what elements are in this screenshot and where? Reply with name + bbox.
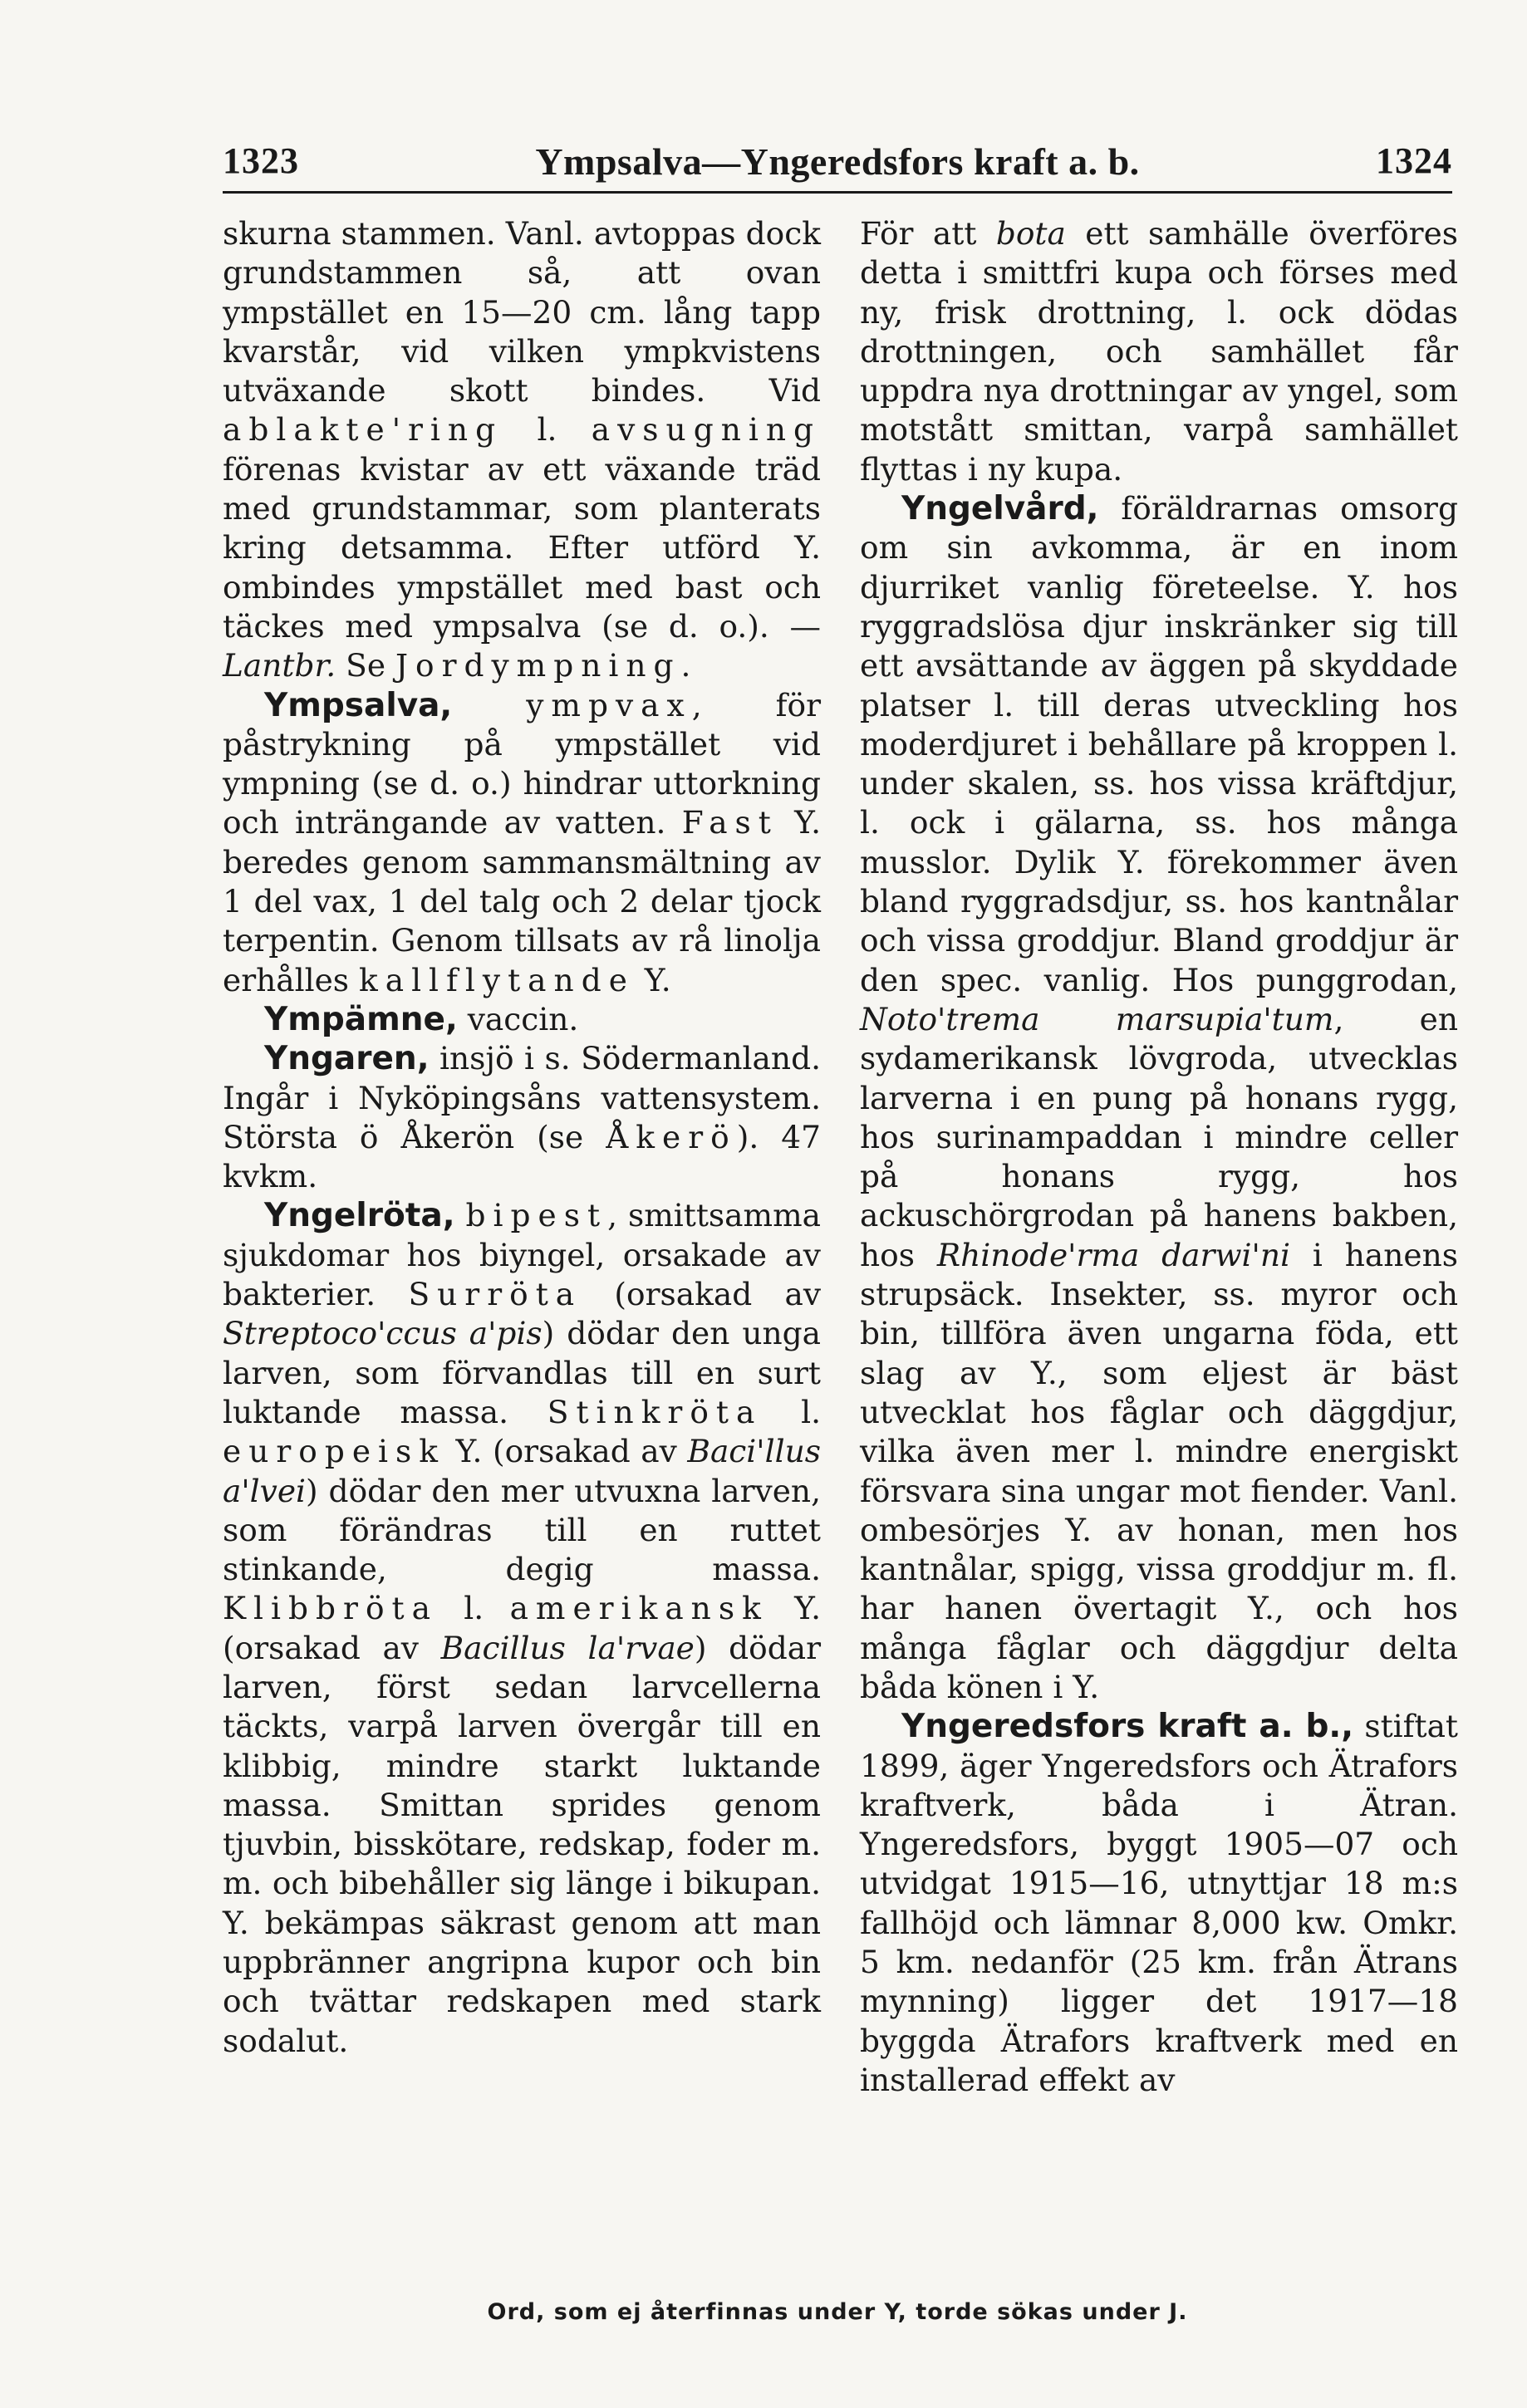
text: i hanens strupsäck. Insekter, ss. myror och bin, tillföra även ungarna föda, ett slag av Y., som eljest är bäst utvecklat hos fåglar och däggdjur, vilka även mer l. mindre energiskt försvara sina ungar mot fiender. Vanl. ombesörjes Y. av honan, men hos kantnålar, spigg, vissa groddjur m. fl. har hanen övertagit Y., och hos många fåglar och däggdjur delta båda könen i Y.: [860, 1236, 1458, 1705]
text: föräldrarnas omsorg om sin avkomma, är en inom djurriket vanlig företeelse. Y. hos ryggradslösa djur inskränker sig till ett avsättande av äggen på skyddade platser l. till deras utveckling hos moderdjuret i behållare på kroppen l. under skalen, ss. hos vissa kräftdjur, l. ock i gälarna, ss. hos många musslor. Dylik Y. förekommer även bland ryggradsdjur, ss. hos kantnålar och vissa groddjur. Bland groddjur är den spec. vanlig. Hos punggrodan,: [860, 490, 1458, 998]
italic-term: bota: [995, 215, 1066, 252]
page-header: [223, 140, 1452, 189]
text: .: [680, 647, 691, 684]
headword: Ympsalva,: [264, 686, 453, 724]
spaced-term: europeisk: [223, 1433, 446, 1470]
spaced-term: avsugning: [591, 411, 821, 449]
right-column: [860, 214, 1458, 2100]
entry-yngelvard: [860, 489, 1458, 1707]
spaced-term: Stinkröta: [547, 1393, 763, 1430]
continued-entry: [860, 214, 1458, 489]
text: För att: [860, 215, 996, 252]
spaced-term: Surröta: [408, 1276, 582, 1313]
text: ) dödar den mer utvuxna larven, som förändras till en ruttet stinkande, degig massa.: [223, 1472, 821, 1588]
headword: Ympämne,: [264, 1000, 458, 1038]
spaced-term: Fast: [681, 804, 778, 841]
entry-yngeredsfors: [860, 1707, 1458, 2100]
italic-term: Bacillus la'rvae: [440, 1629, 695, 1666]
text: förenas kvistar av ett växande träd med grundstammar, som planterats kring detsamma. Efter utförd Y. ombindes ympstället med bast och täckes med ympsalva (se d. o.). —: [223, 450, 821, 645]
left-column: [223, 214, 821, 2061]
headword: Yngaren,: [264, 1040, 430, 1078]
text: l.: [762, 1393, 822, 1430]
text: stiftat 1899, äger Yngeredsfors och Ätrafors kraftverk, båda i Ätran. Yngeredsfors, byggt 1905—07 och utvidgat 1915—16, utnyttjar 18 m:s fallhöjd och lämnar 8,000 kw. Omkr. 5 km. nedanför (25 km. från Ätrans mynning) ligger det 1917—18 byggda Ätrafors kraftverk med en installerad effekt av: [860, 1708, 1459, 2098]
text: [455, 1197, 466, 1233]
text: , för påstrykning på ympstället vid ympning (se d. o.) hindrar uttorkning och inträngande av vatten.: [223, 686, 821, 841]
spaced-term: ympvax: [526, 686, 692, 723]
italic-term: Streptoco'ccus a'pis: [223, 1315, 543, 1352]
header-rule: [223, 191, 1452, 194]
text: , smittsamma sjukdomar hos biyngel, orsakade av bakterier.: [223, 1197, 821, 1313]
headword: Yngelvård,: [901, 490, 1099, 528]
entry-ympamne: [223, 1000, 821, 1039]
page-number-right: 1324: [1376, 140, 1452, 181]
text: Y. (orsakad av: [223, 1590, 821, 1666]
text: Se: [336, 647, 395, 684]
text: ) dödar larven, först sedan larvcellerna täckts, varpå larven övergår till en klibbig, mindre starkt luktande massa. Smittan sprides genom tjuvbin, bisskötare, redskap, foder m. m. och bibehåller sig länge i bikupan. Y. bekämpas säkrast genom att man uppbränner angripna kupor och bin och tvättar redskapen med stark sodalut.: [223, 1629, 822, 2059]
footer-note: Ord, som ej återfinnas under Y, torde sökas under J.: [487, 2299, 1188, 2325]
spaced-term: ablakte'ring: [223, 411, 503, 449]
text: (orsakad av: [582, 1276, 821, 1313]
text: Y.: [634, 961, 671, 998]
text: [452, 687, 526, 723]
text: l.: [503, 411, 592, 449]
text: ett samhälle överföres detta i smittfri kupa och förses med ny, frisk drottning, l. ock dödas drottningen, och samhället får uppdra nya drottningar av yngel, som motstått smittan, varpå samhället flyttas i ny kupa.: [860, 215, 1459, 488]
text: vaccin.: [457, 1000, 579, 1037]
spaced-term: Klibbröta: [223, 1590, 438, 1627]
text: ) dödar den unga larven, som förvandlas till en surt luktande massa.: [223, 1315, 821, 1430]
cross-reference: Åkerö: [606, 1118, 737, 1155]
spaced-term: amerikansk: [509, 1590, 768, 1627]
text: Y. (orsakad av: [445, 1433, 688, 1470]
text: ). 47 kvkm.: [223, 1118, 821, 1195]
continued-entry: [223, 214, 821, 686]
text: Y. beredes genom sammansmältning av 1 del vax, 1 del talg och 2 delar tjock terpentin. Genom tillsats av rå linolja erhålles: [223, 804, 821, 998]
italic-term: Lantbr.: [223, 647, 336, 684]
italic-term: Noto'trema marsupia'tum: [860, 1000, 1334, 1037]
page-number-left: 1323: [223, 140, 299, 181]
entry-ympsalva: [223, 686, 821, 1000]
running-head: Ympsalva—Yngeredsfors kraft a. b.: [535, 140, 1140, 183]
spaced-term: kallflytande: [358, 961, 635, 998]
entry-yngelrota: [223, 1196, 821, 2061]
text: l.: [437, 1590, 510, 1627]
spaced-term: bipest: [465, 1197, 608, 1234]
headword: Yngeredsfors kraft a. b.,: [901, 1708, 1354, 1746]
italic-term: Baci'llus a'lvei: [223, 1433, 821, 1509]
entry-yngaren: [223, 1039, 821, 1196]
headword: Yngelröta,: [264, 1197, 455, 1235]
text: skurna stammen. Vanl. avtoppas dock grundstammen så, att ovan ympstället en 15—20 cm. lång tapp kvarstår, vid vilken ympkvistens utväxande skott bindes. Vid: [223, 215, 821, 410]
text: , en sydamerikansk lövgroda, utvecklas larverna i en pung på honans rygg, hos surinampaddan i mindre celler på honans rygg, hos ackuschörgrodan på hanens bakben, hos: [860, 1000, 1458, 1273]
text: insjö i s. Södermanland. Ingår i Nyköpingsåns vattensystem. Största ö Åkerön (se: [223, 1040, 821, 1155]
cross-reference: Jordympning: [395, 647, 681, 684]
italic-term: Rhinode'rma darwi'ni: [936, 1236, 1291, 1273]
